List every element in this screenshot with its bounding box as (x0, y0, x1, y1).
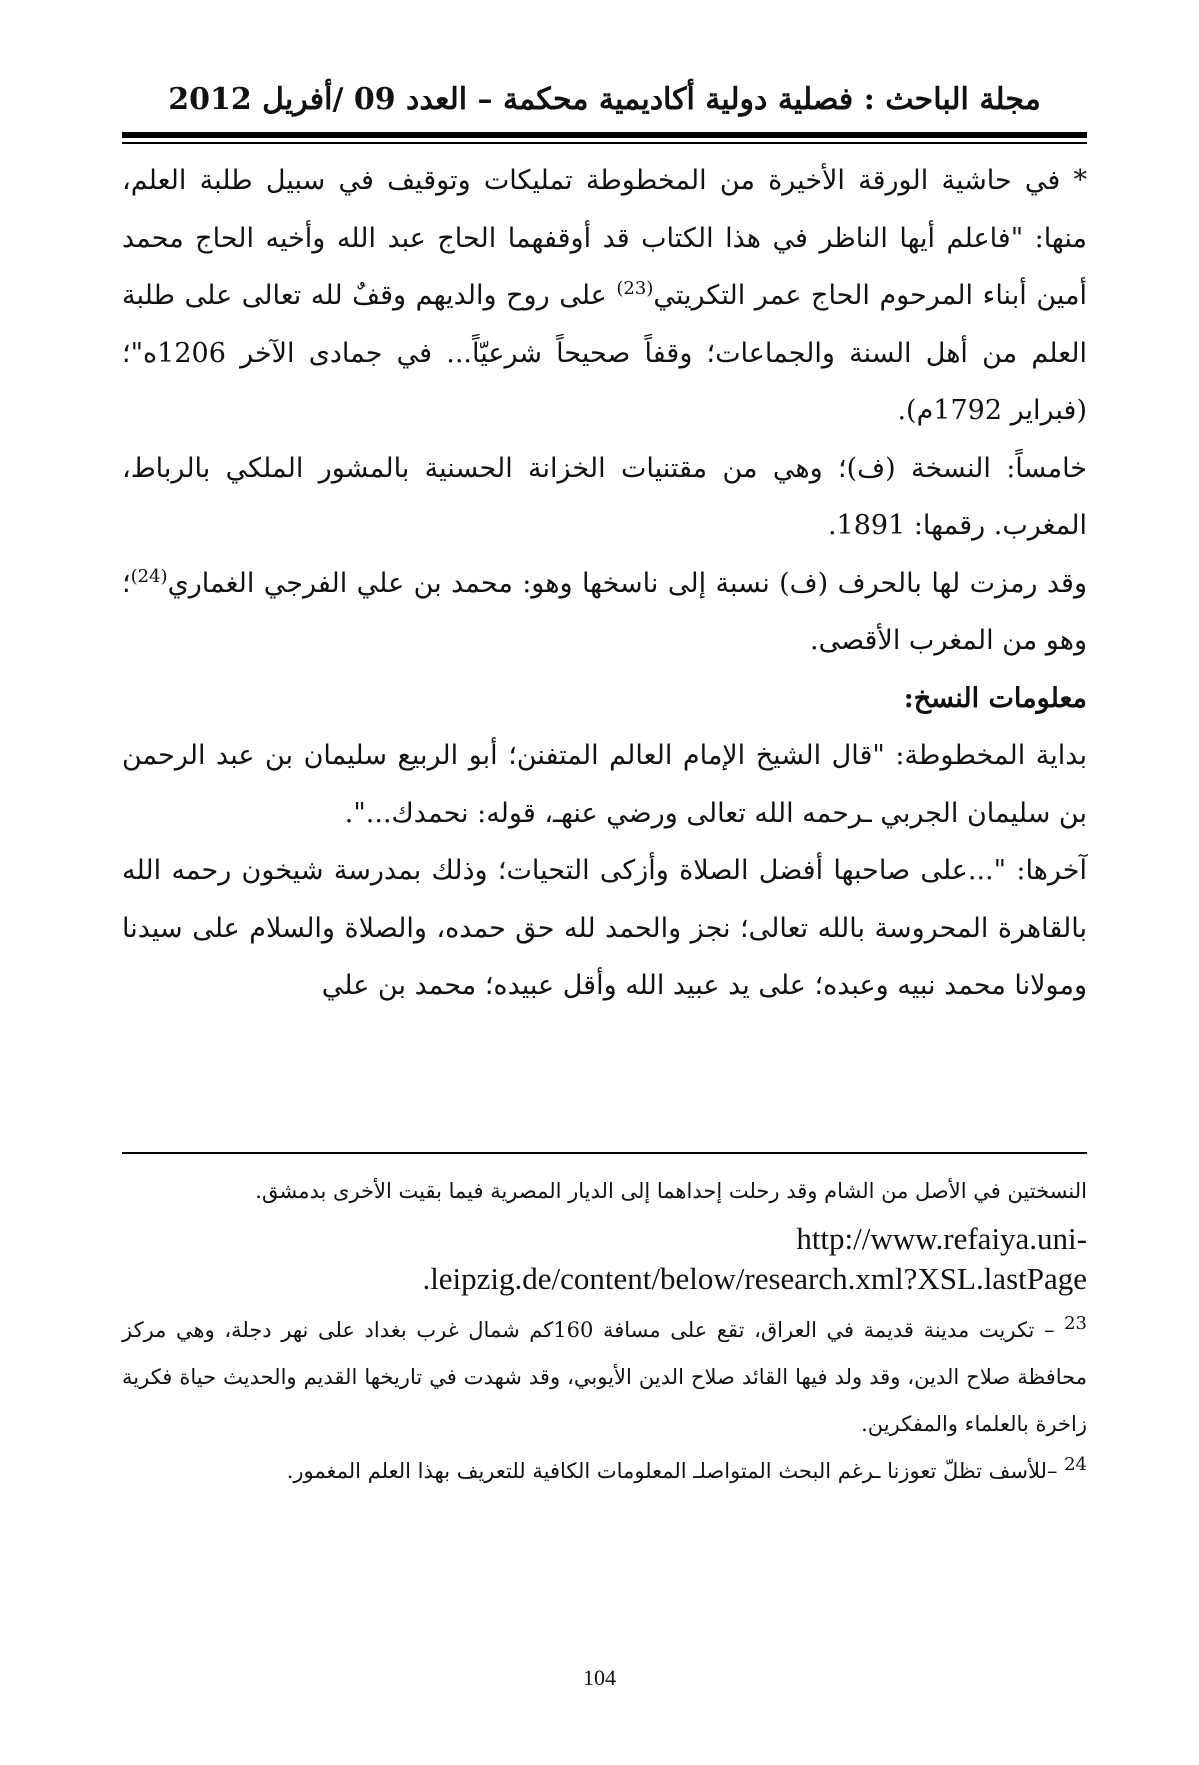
page-number: 104 (583, 1665, 616, 1690)
url-line-2[interactable]: .leipzig.de/content/below/research.xml?XSL.lastPage (422, 1261, 1087, 1296)
paragraph-copyist: وقد رمزت لها بالحرف (ف) نسبة إلى ناسخها وهو: محمد بن علي الفرجي الغماري$^{(24)}$؛ وهو من المغرب الأقصى. (122, 565, 1087, 656)
paragraph-ownership-note: * في حاشية الورقة الأخيرة من المخطوطة تمليكات وتوقيف في سبيل طلبة العلم، منها: "فاعلم أيها الناظر في هذا الكتاب قد أوقفهما الحاج عبد الله وأخيه الحاج محمد أمين أبناء المرحوم الحاج عمر التكريتي$^{(23)}$ على روح والديهم وقفٌ لله تعالى على طلبة العلم من أهل السنة والجماعات؛ وقفاً صحيحاً شرعيّاً... في جمادى الآخر 1206ه"؛ (فبراير 1792م). (122, 165, 1087, 426)
main-text (122, 152, 1087, 1015)
footnotes (122, 1168, 1087, 1495)
paragraph-fifth-copy: خامساً: النسخة (ف)؛ وهي من مقتنيات الخزانة الحسنية بالمشور الملكي بالرباط، المغرب. رقمها: 1891. (122, 452, 1087, 541)
section-heading: معلومات النسخ: (903, 682, 1087, 714)
footnote-continued: النسختين في الأصل من الشام وقد رحلت إحداهما إلى الديار المصرية فيما بقيت الأخرى بدمشق. (255, 1179, 1087, 1203)
footnote-ref-24[interactable]: (24) (130, 565, 168, 587)
footnote-separator (122, 1152, 1087, 1154)
footnote-ref-23[interactable]: (23) (616, 278, 654, 299)
footnote-url[interactable] (122, 1219, 1087, 1299)
header-rule-thin (122, 142, 1087, 144)
journal-header: مجلة الباحث : فصلية دولية أكاديمية محكمة – العدد 09 /أفريل 2012 (168, 82, 1041, 117)
footnote-number-23: 23 (1064, 1313, 1087, 1334)
paragraph-manuscript-end: آخرها: "...على صاحبها أفضل الصلاة وأزكى التحيات؛ وذلك بمدرسة شيخون رحمه الله بالقاهرة المحروسة بالله تعالى؛ نجز والحمد لله حق حمده، والصلاة والسلام على سيدنا ومولانا محمد نبيه وعبده؛ على يد عبيد الله وأقل عبيده؛ محمد بن علي (122, 855, 1087, 1001)
footnote-23: $^{23}$ – تكريت مدينة قديمة في العراق، تقع على مسافة 160كم شمال غرب بغداد على نهر دجلة، وهي مركز محافظة صلاح الدين، وقد ولد فيها القائد صلاح الدين الأيوبي، وقد شهدت في تاريخها القديم والحديث حياة فكرية زاخرة بالعلماء والمفكرين. (122, 1313, 1087, 1436)
url-line-1[interactable]: http://www.refaiya.uni- (796, 1221, 1087, 1256)
header-rule-thick (122, 132, 1087, 138)
paragraph-manuscript-start: بداية المخطوطة: "قال الشيخ الإمام العالم المتفنن؛ أبو الربيع سليمان بن عبد الرحمن بن سليمان الجربي ـرحمه الله تعالى ورضي عنهـ، قوله: نحمدك...". (122, 740, 1087, 829)
footnote-24: $^{24}$ –للأسف تظلّ تعوزنا ـرغم البحث المتواصلـ المعلومات الكافية للتعريف بهذا العلم المغمور. (286, 1454, 1087, 1483)
footnote-number-24: 24 (1064, 1454, 1087, 1475)
